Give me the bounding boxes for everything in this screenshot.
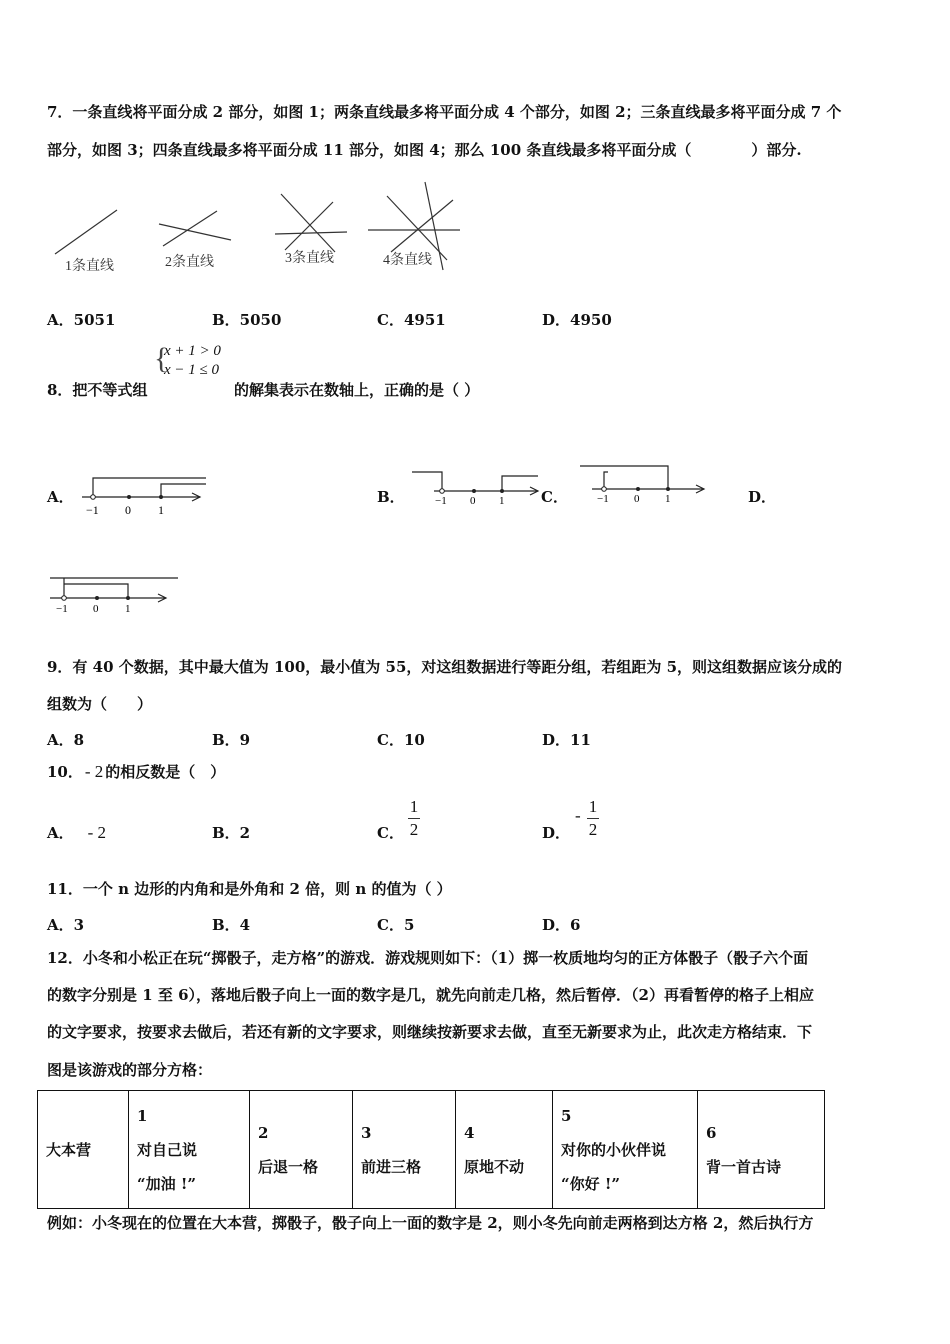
q11-option-c: C．5 [377, 916, 415, 934]
q8-system-line2: x − 1 ≤ 0 [164, 362, 220, 378]
q8-option-c-label: C． [541, 488, 568, 506]
q7-line1: 7．一条直线将平面分成 2 部分，如图 1；两条直线最多将平面分成 4 个部分，如图 2；三条直线最多将平面分成 7 个 [47, 103, 842, 121]
q9-option-b: B．9 [212, 731, 251, 749]
board-cell-3-text1: 前进三格 [361, 1157, 422, 1176]
q8d-tick-1: 1 [125, 603, 131, 615]
q8-option-a-label: A． [47, 488, 74, 506]
q10-stem [47, 762, 225, 782]
board-cell-1-text2: “加油 !” [137, 1174, 197, 1193]
board-cell-5-num: 5 [561, 1106, 572, 1125]
q7-fig2-label: 2条直线 [165, 255, 214, 270]
board-cell-4-num: 4 [464, 1123, 475, 1142]
q7-option-d: D．4950 [542, 311, 612, 329]
q7-fig1-label: 1条直线 [65, 259, 114, 274]
q8-option-c-numberline [578, 464, 708, 508]
board-cell-2 [250, 1091, 353, 1209]
q12-example: 例如：小冬现在的位置在大本营，掷骰子，骰子向上一面的数字是 2，则小冬先向前走两格到达方格 2，然后执行方 [47, 1214, 814, 1232]
q8-option-a-numberline [82, 472, 208, 518]
board-cell-5-text1: 对你的小伙伴说 [561, 1140, 667, 1159]
q12-line1: 12．小冬和小松正在玩“掷骰子，走方格”的游戏．游戏规则如下：（1）掷一枚质地均匀的正方体骰子（骰子六个面 [47, 949, 809, 967]
q11-line1: 11．一个 n 边形的内角和是外角和 2 倍，则 n 的值为（ ） [47, 880, 452, 898]
q7-fig4-label: 4条直线 [383, 253, 432, 268]
q8b-tick-neg1: −1 [435, 495, 447, 507]
q8-prefix: 8．把不等式组 [47, 381, 148, 399]
q11-option-a: A．3 [47, 916, 85, 934]
q10-option-c-fraction [408, 798, 420, 839]
q8-option-b-label: B． [377, 488, 405, 506]
q10-option-d-sign: - [575, 806, 581, 825]
q10-number: - 2 [84, 762, 104, 781]
q8-option-d-label: D． [748, 488, 777, 506]
q8d-tick-neg1: −1 [56, 603, 68, 615]
q11-option-d: D．6 [542, 916, 581, 934]
board-cell-5-text2: “你好 !” [561, 1174, 621, 1193]
q8-suffix: 的解集表示在数轴上，正确的是（ ） [234, 381, 480, 399]
board-cell-4 [456, 1091, 553, 1209]
q10-option-d-label: D． [542, 824, 571, 842]
q8-inequality-system [154, 342, 221, 380]
board-cell-3-num: 3 [361, 1123, 372, 1142]
board-cell-start: 大本营 [38, 1091, 129, 1209]
q8a-tick-neg1: −1 [86, 503, 99, 517]
board-cell-6 [698, 1091, 825, 1209]
q8c-tick-0: 0 [634, 493, 640, 505]
board-cell-6-num: 6 [706, 1123, 717, 1142]
q10-option-a [47, 822, 106, 843]
q7-fig3-label: 3条直线 [285, 251, 334, 266]
q10-option-b: B．2 [212, 824, 251, 842]
q9-option-a: A．8 [47, 731, 85, 749]
q10-option-d-fraction [587, 798, 599, 839]
q8c-tick-neg1: −1 [597, 493, 609, 505]
q12-line2: 的数字分别是 1 至 6），落地后骰子向上一面的数字是几，就先向前走几格，然后暂停．（2）再看暂停的格子上相应 [47, 986, 814, 1004]
q9-line1: 9．有 40 个数据，其中最大值为 100，最小值为 55，对这组数据进行等距分组，若组距为 5，则这组数据应该分成的 [47, 658, 843, 676]
q8b-tick-1: 1 [499, 495, 505, 507]
q10c-numerator: 1 [409, 797, 419, 816]
brace-icon: { [154, 342, 169, 375]
q10d-numerator: 1 [588, 797, 598, 816]
q9-option-d: D．11 [542, 731, 591, 749]
q10c-denominator: 2 [409, 820, 419, 839]
q7-option-c: C．4951 [377, 311, 446, 329]
q8-system-line1: x + 1 > 0 [164, 343, 221, 359]
q12-line4: 图是该游戏的部分方格： [47, 1061, 213, 1079]
q10-suffix: 的相反数是（ ） [105, 763, 226, 781]
q9-option-c: C．10 [377, 731, 425, 749]
board-cell-1-text1: 对自己说 [137, 1140, 198, 1159]
q8-option-b-numberline [408, 470, 544, 510]
q8b-tick-0: 0 [470, 495, 476, 507]
q8d-tick-0: 0 [93, 603, 99, 615]
q7-line2: 部分，如图 3；四条直线最多将平面分成 11 部分，如图 4；那么 100 条直线最多将平面分成（ ）部分. [47, 141, 802, 159]
board-cell-2-text1: 后退一格 [258, 1157, 319, 1176]
q10-option-a-value: - 2 [87, 823, 107, 842]
board-cell-4-text1: 原地不动 [464, 1157, 525, 1176]
q10-option-c-label: C． [377, 824, 404, 842]
board-cell-3 [353, 1091, 456, 1209]
q11-option-b: B．4 [212, 916, 251, 934]
q9-line2: 组数为（ ） [47, 695, 153, 713]
q7-option-a: A．5051 [47, 311, 116, 329]
q10-prefix: 10． [47, 763, 83, 781]
board-cell-6-text1: 背一首古诗 [706, 1157, 782, 1176]
board-cell-5 [553, 1091, 698, 1209]
q7-figures [45, 178, 475, 278]
q12-line3: 的文字要求，按要求去做后，若还有新的文字要求，则继续按新要求去做，直至无新要求为止，此次走方格结束．下 [47, 1023, 813, 1041]
board-cell-1-num: 1 [137, 1106, 148, 1125]
q7-option-b: B．5050 [212, 311, 282, 329]
board-cell-1 [129, 1091, 250, 1209]
game-board-table [37, 1090, 825, 1209]
q8a-tick-0: 0 [125, 503, 131, 517]
q10-option-a-label: A． [47, 824, 74, 842]
board-cell-2-num: 2 [258, 1123, 269, 1142]
q10d-denominator: 2 [588, 820, 598, 839]
q8-option-d-numberline [50, 572, 182, 616]
q8c-tick-1: 1 [665, 493, 671, 505]
q8a-tick-1: 1 [158, 503, 164, 517]
